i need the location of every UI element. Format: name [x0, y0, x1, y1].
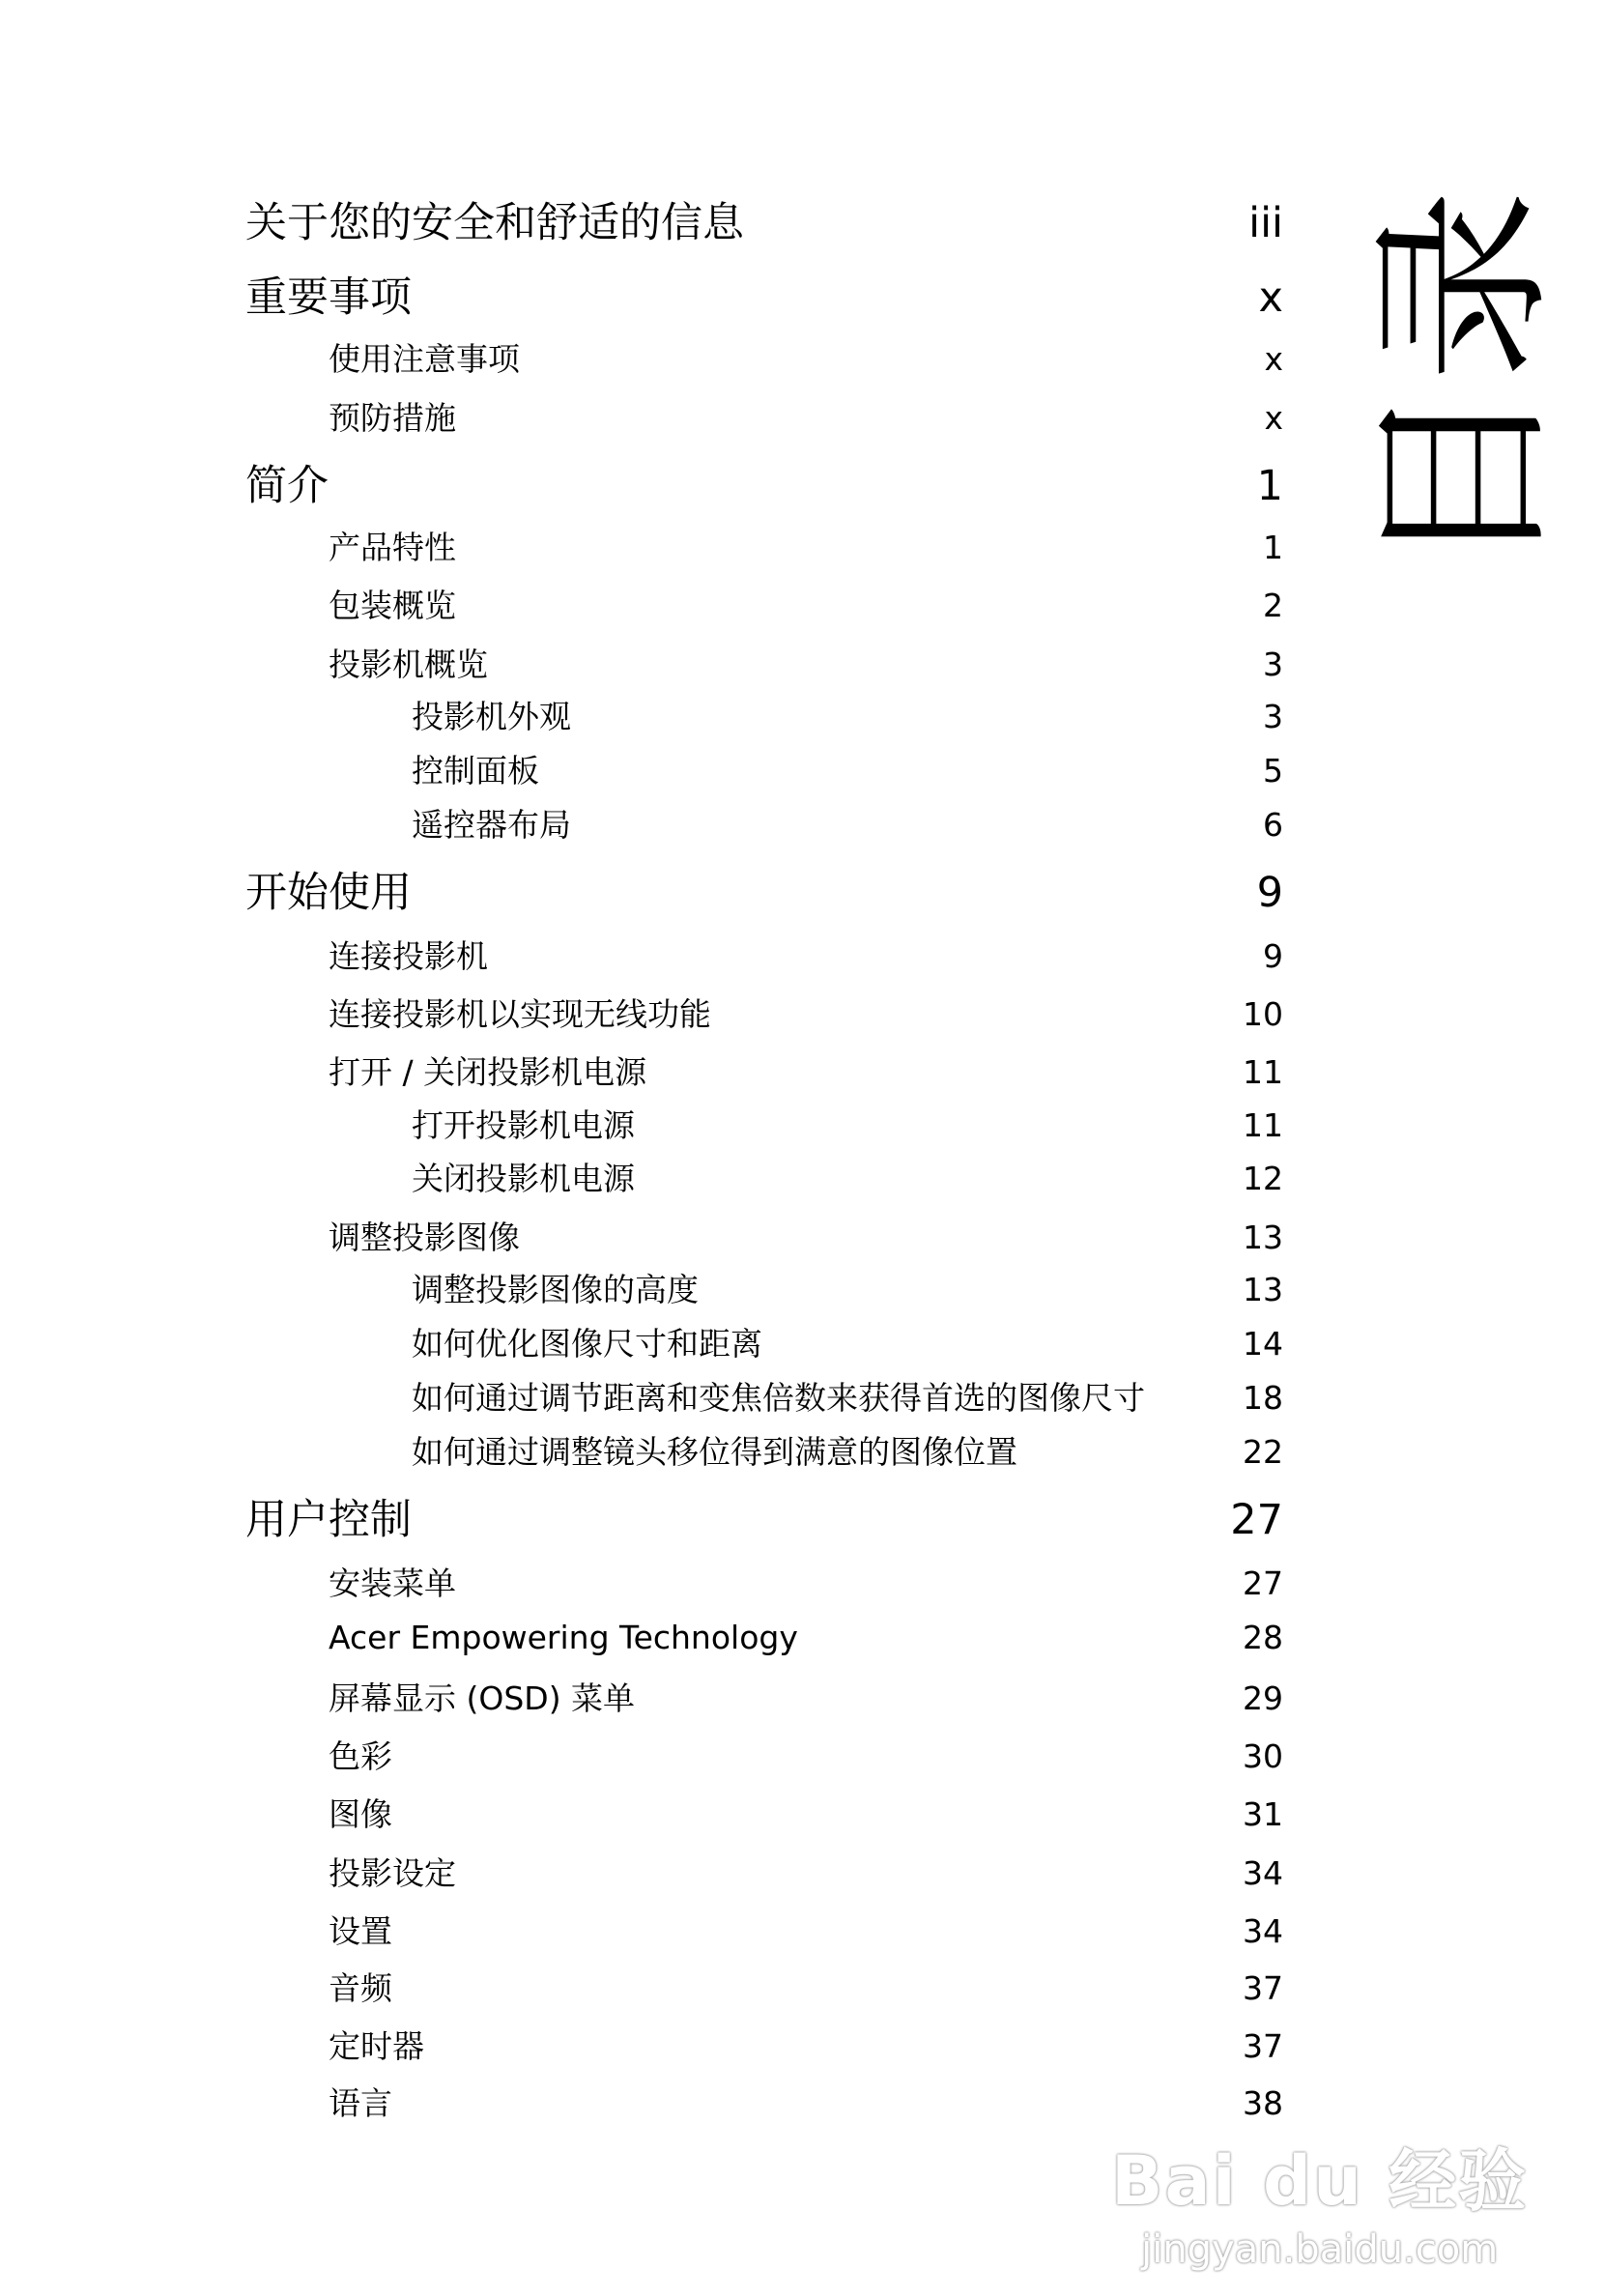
toc-entry-page: 5: [1263, 752, 1283, 790]
toc-entry-title[interactable]: 投影机外观: [412, 698, 571, 736]
toc-entry-title[interactable]: 调整投影图像的高度: [412, 1271, 699, 1309]
toc-entry-page: 10: [1243, 995, 1283, 1034]
toc-entry-title[interactable]: 连接投影机以实现无线功能: [329, 995, 711, 1034]
toc-entry-page: 9: [1263, 937, 1283, 976]
toc-entry-page: 34: [1243, 1912, 1283, 1951]
toc-entry-title[interactable]: 图像: [329, 1795, 392, 1834]
toc-entry-title[interactable]: 关于您的安全和舒适的信息: [245, 198, 744, 247]
toc-entry-title[interactable]: 使用注意事项: [329, 340, 520, 379]
toc-entry-title[interactable]: 调整投影图像: [329, 1219, 520, 1257]
toc-entry-title[interactable]: 如何优化图像尺寸和距离: [412, 1325, 762, 1363]
toc-entry-page: 11: [1243, 1106, 1283, 1145]
toc-entry-page: 13: [1243, 1271, 1283, 1309]
toc-entry-page: 37: [1243, 1969, 1283, 2008]
toc-entry-title[interactable]: 关闭投影机电源: [412, 1160, 635, 1198]
toc-entry-page: 34: [1243, 1854, 1283, 1893]
toc-entry-page: 2: [1263, 587, 1283, 625]
toc-entry-title[interactable]: 屏幕显示 (OSD) 菜单: [329, 1679, 636, 1718]
toc-entry-page: 22: [1243, 1433, 1283, 1472]
toc-entry-title[interactable]: 开始使用: [245, 868, 412, 917]
toc-entry-title[interactable]: 连接投影机: [329, 937, 488, 976]
toc-entry-page: x: [1258, 273, 1283, 322]
toc-entry-title[interactable]: 投影机概览: [329, 646, 488, 684]
toc-entry-page: 28: [1243, 1619, 1283, 1657]
toc-entry-title[interactable]: 音频: [329, 1969, 392, 2008]
toc-entry-page: 1: [1263, 529, 1283, 567]
toc-entry-page: 13: [1243, 1219, 1283, 1257]
toc-entry-title[interactable]: 重要事项: [245, 273, 412, 322]
toc-entry-title[interactable]: 安装菜单: [329, 1564, 456, 1603]
toc-entry-page: 1: [1256, 461, 1283, 510]
toc-entry-page: 11: [1243, 1053, 1283, 1092]
toc-entry-title[interactable]: 产品特性: [329, 529, 456, 567]
toc-entry-page: 6: [1263, 806, 1283, 845]
toc-entry-title[interactable]: 用户控制: [245, 1495, 412, 1544]
toc-entry-title[interactable]: 如何通过调整镜头移位得到满意的图像位置: [412, 1433, 1017, 1472]
toc-entry-title[interactable]: 简介: [245, 461, 329, 510]
toc-entry-title[interactable]: 预防措施: [329, 399, 456, 438]
toc-entry-page: 3: [1263, 646, 1283, 684]
toc-entry-title[interactable]: 包装概览: [329, 587, 456, 625]
toc-entry-title[interactable]: 控制面板: [412, 752, 539, 790]
toc-entry-title[interactable]: 打开 / 关闭投影机电源: [329, 1053, 647, 1092]
toc-entry-title[interactable]: 设置: [329, 1912, 392, 1951]
toc-entry-page: 37: [1243, 2027, 1283, 2066]
toc-entry-page: 27: [1243, 1564, 1283, 1603]
toc-entry-title[interactable]: 定时器: [329, 2027, 424, 2066]
toc-entry-page: 14: [1243, 1325, 1283, 1363]
toc-entry-page: 38: [1243, 2084, 1283, 2123]
page-title: 目录: [1357, 188, 1571, 575]
toc-entry-page: iii: [1248, 198, 1283, 247]
toc-entry-title[interactable]: 投影设定: [329, 1854, 456, 1893]
toc-entry-page: 12: [1243, 1160, 1283, 1198]
toc-entry-title[interactable]: Acer Empowering Technology: [329, 1619, 798, 1657]
toc-entry-page: 9: [1256, 868, 1283, 917]
toc-entry-title[interactable]: 打开投影机电源: [412, 1106, 635, 1145]
toc-entry-page: 27: [1230, 1495, 1283, 1544]
toc-entry-page: 3: [1263, 698, 1283, 736]
toc-entry-title[interactable]: 色彩: [329, 1737, 392, 1776]
toc-entry-title[interactable]: 语言: [329, 2084, 392, 2123]
toc-entry-page: x: [1264, 399, 1283, 438]
watermark: Bai du 经验 jingyan.baidu.com: [1111, 2141, 1529, 2272]
toc-entry-page: 30: [1243, 1737, 1283, 1776]
toc-entry-title[interactable]: 遥控器布局: [412, 806, 571, 845]
toc-entry-page: 29: [1243, 1679, 1283, 1718]
toc-entry-page: 31: [1243, 1795, 1283, 1834]
toc-entry-page: x: [1264, 340, 1283, 379]
toc-entry-title[interactable]: 如何通过调节距离和变焦倍数来获得首选的图像尺寸: [412, 1379, 1145, 1418]
toc-entry-page: 18: [1243, 1379, 1283, 1418]
